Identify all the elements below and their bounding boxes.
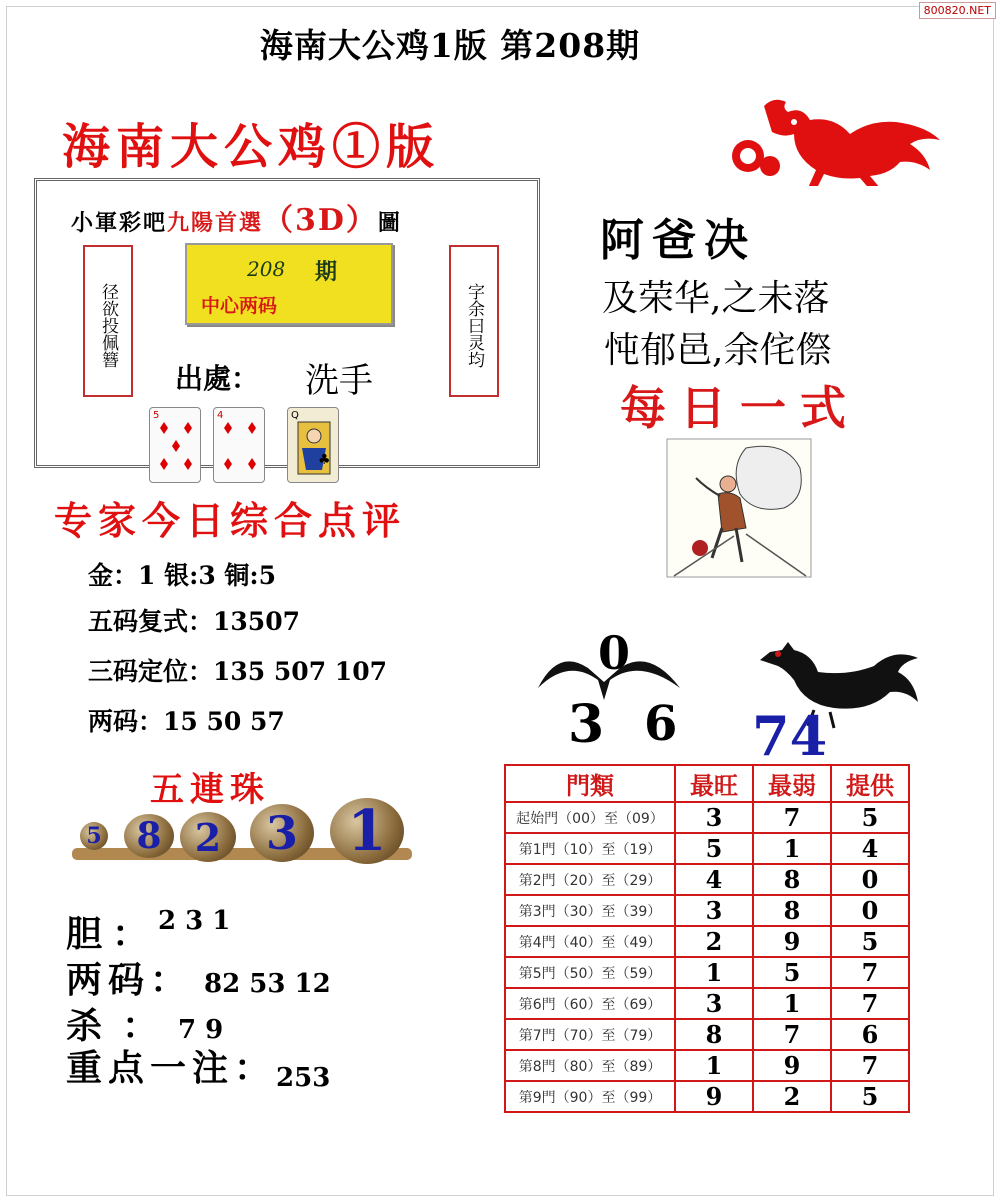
dan-row — [66, 906, 230, 957]
row-hot: 3 — [675, 895, 753, 926]
row-cold: 9 — [753, 1050, 831, 1081]
liang-label: 两码： — [66, 959, 193, 1001]
bead-5: 1 — [330, 798, 404, 864]
row-label: 第9門（90）至（99） — [505, 1081, 675, 1112]
row-cold: 9 — [753, 926, 831, 957]
zhong-row — [66, 1040, 330, 1093]
woodcutter-illustration-icon — [666, 438, 812, 578]
header-hot: 最旺 — [675, 765, 753, 802]
right-vertical-box: 字余曰灵均 — [449, 245, 499, 397]
board-title-main: 九陽首選 — [167, 210, 264, 236]
five-code-value: 13507 — [213, 607, 300, 636]
table-row — [505, 802, 909, 833]
bead-4: 3 — [250, 804, 314, 862]
diamond-pips-icon — [158, 418, 194, 474]
row-cold: 1 — [753, 988, 831, 1019]
liang-row — [66, 952, 331, 1003]
header-category: 門類 — [505, 765, 675, 802]
row-hot: 9 — [675, 1081, 753, 1112]
source-value: 洗手 — [305, 361, 373, 401]
sha-value: 7 9 — [178, 1015, 224, 1045]
card-rank: Q — [291, 410, 299, 421]
issue-suffix: 期 — [315, 259, 338, 285]
row-cold: 5 — [753, 957, 831, 988]
three-code-row — [88, 652, 387, 688]
row-hot: 3 — [675, 802, 753, 833]
table-row — [505, 1019, 909, 1050]
row-hot: 3 — [675, 988, 753, 1019]
svg-text:♣: ♣ — [318, 452, 331, 468]
puzzle-right-number: 6 — [644, 696, 678, 752]
card-rank: 5 — [153, 410, 160, 421]
issue-number: 208 — [247, 257, 286, 281]
five-code-label: 五码复式： — [88, 607, 214, 636]
row-provide: 7 — [831, 1050, 909, 1081]
row-provide: 6 — [831, 1019, 909, 1050]
table-row — [505, 895, 909, 926]
row-provide: 5 — [831, 1081, 909, 1112]
row-provide: 5 — [831, 926, 909, 957]
row-cold: 2 — [753, 1081, 831, 1112]
left-vertical-box: 径欲投佩簪 — [83, 245, 133, 397]
daily-heading: 每日一式 — [620, 381, 860, 435]
row-provide: 7 — [831, 988, 909, 1019]
table-row — [505, 864, 909, 895]
row-label: 第2門（20）至（29） — [505, 864, 675, 895]
row-hot: 1 — [675, 1050, 753, 1081]
row-hot: 5 — [675, 833, 753, 864]
row-cold: 7 — [753, 802, 831, 833]
playing-card-queen-clubs — [287, 407, 339, 483]
row-cold: 1 — [753, 833, 831, 864]
row-provide: 0 — [831, 895, 909, 926]
table-header-row — [505, 765, 909, 802]
diamond-pips-icon — [222, 418, 258, 474]
table-row — [505, 926, 909, 957]
banner-title: 海南大公鸡①版 — [62, 119, 441, 175]
center-label: 中心两码 — [201, 295, 278, 317]
row-provide: 7 — [831, 957, 909, 988]
poem-line-1: 及荣华,之未落 — [602, 278, 830, 319]
row-label: 第7門（70）至（79） — [505, 1019, 675, 1050]
header-cold: 最弱 — [753, 765, 831, 802]
row-label: 第6門（60）至（69） — [505, 988, 675, 1019]
board-title-prefix: 小軍彩吧 — [71, 210, 168, 236]
row-provide: 0 — [831, 864, 909, 895]
row-hot: 1 — [675, 957, 753, 988]
card-rank: 4 — [217, 410, 224, 421]
header-provide: 提供 — [831, 765, 909, 802]
board-title — [71, 195, 402, 239]
zhong-label: 重点一注： — [66, 1047, 277, 1089]
puzzle-top-number: 0 — [598, 626, 631, 680]
dan-value: 2 3 1 — [158, 906, 231, 936]
row-cold: 8 — [753, 895, 831, 926]
row-label: 第5門（50）至（59） — [505, 957, 675, 988]
row-hot: 4 — [675, 864, 753, 895]
row-hot: 8 — [675, 1019, 753, 1050]
row-label: 第8門（80）至（89） — [505, 1050, 675, 1081]
bead-1: 5 — [80, 822, 108, 850]
table-row — [505, 957, 909, 988]
row-label: 第1門（10）至（19） — [505, 833, 675, 864]
playing-card-4-diamonds — [213, 407, 265, 483]
page-title: 海南大公鸡1版 第208期 — [259, 26, 641, 65]
medal-numbers: 金：1 银:3 铜:5 — [88, 561, 277, 590]
poem-line-2: 忳郁邑,余侘傺 — [604, 330, 832, 371]
bead-3: 2 — [180, 812, 236, 862]
sha-label: 杀： — [66, 1005, 179, 1047]
row-label: 第4門（40）至（49） — [505, 926, 675, 957]
bead-2: 8 — [124, 814, 174, 858]
row-cold: 8 — [753, 864, 831, 895]
five-code-row — [88, 602, 300, 638]
row-hot: 2 — [675, 926, 753, 957]
blue-highlight-number: 74 — [752, 704, 828, 768]
two-code-label: 两码： — [88, 707, 164, 736]
table-row — [505, 833, 909, 864]
source-label: 出處： — [175, 362, 260, 395]
board-title-3d: （3D） — [263, 203, 378, 238]
table-row — [505, 1050, 909, 1081]
table-row — [505, 988, 909, 1019]
center-yellow-box — [185, 243, 393, 325]
site-watermark: 800820.NET — [919, 2, 996, 19]
row-label: 第3門（30）至（39） — [505, 895, 675, 926]
row-cold: 7 — [753, 1019, 831, 1050]
board-title-suffix: 圖 — [377, 210, 402, 236]
queen-figure-icon — [294, 418, 334, 478]
table-row — [505, 1081, 909, 1112]
three-code-label: 三码定位： — [88, 657, 214, 686]
dan-label: 胆： — [66, 913, 159, 955]
row-label: 起始門（00）至（09） — [505, 802, 675, 833]
two-code-row — [88, 702, 285, 738]
puzzle-left-number: 3 — [568, 694, 605, 755]
beads-heading: 五連珠 — [150, 770, 270, 810]
playing-card-5-diamonds — [149, 407, 201, 483]
row-provide: 5 — [831, 802, 909, 833]
door-table — [504, 764, 910, 1113]
row-provide: 4 — [831, 833, 909, 864]
poem-heading: 阿爸决 — [600, 215, 756, 266]
three-code-value: 135 507 107 — [213, 657, 387, 686]
prediction-board — [34, 178, 540, 468]
zhong-value: 253 — [276, 1063, 331, 1093]
two-code-value: 15 50 57 — [163, 707, 285, 736]
review-heading: 专家今日综合点评 — [54, 498, 407, 543]
liang-value: 82 53 12 — [204, 969, 331, 999]
rooster-papercut-icon — [724, 96, 950, 186]
